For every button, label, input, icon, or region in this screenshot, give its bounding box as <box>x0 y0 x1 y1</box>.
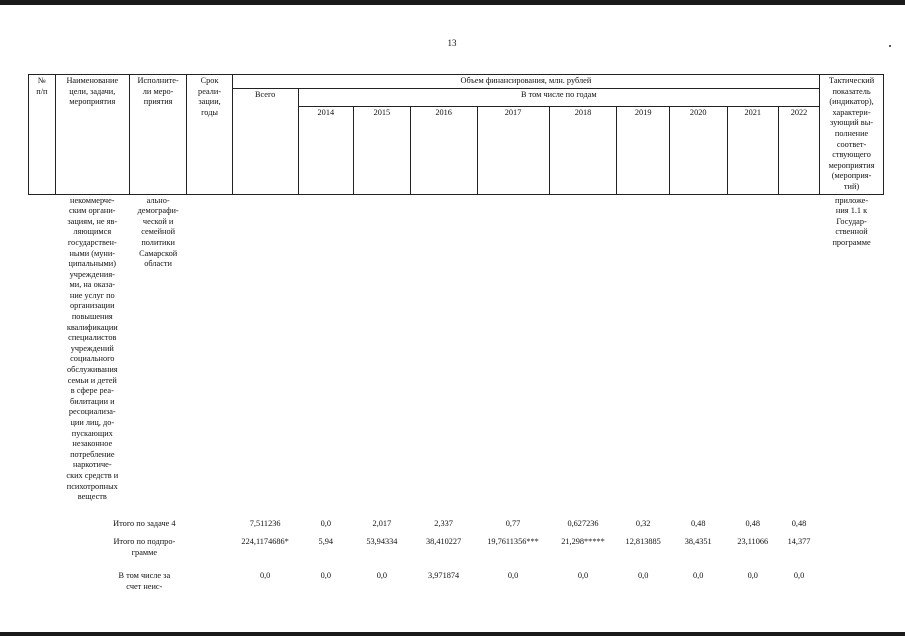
summary-value: 0,77 <box>505 519 521 529</box>
summary-value: 19,7611356*** <box>487 537 539 547</box>
summary-value: 23,11066 <box>737 537 769 547</box>
cont-empty <box>617 194 669 516</box>
header-executor: Исполните- ли меро- приятия <box>129 75 187 195</box>
cont-empty <box>410 194 477 516</box>
summary-value: 0,0 <box>507 571 519 581</box>
summary-value: 0,0 <box>320 571 331 581</box>
summary-total: 0,0 <box>259 571 271 581</box>
header-year: 2015 <box>354 106 411 194</box>
summary-value: 12,813885 <box>625 537 661 547</box>
summary-value: 5,94 <box>318 537 334 547</box>
summary-value: 21,298***** <box>561 537 605 547</box>
summary-value: 14,377 <box>787 537 811 547</box>
summary-value: 38,4351 <box>684 537 712 547</box>
summary-label: Итого по задаче 4 <box>113 519 176 529</box>
header-name: Наименование цели, задачи, мероприятия <box>55 75 129 195</box>
header-year: 2022 <box>778 106 819 194</box>
summary-label: В том числе за счет неис- <box>118 571 171 591</box>
summary-value: 0,0 <box>376 571 388 581</box>
cont-num <box>29 194 56 516</box>
summary-value: 2,017 <box>372 519 392 529</box>
cont-indicator: приложе- ния 1.1 к Государ- ственной программе <box>832 195 871 247</box>
cont-empty <box>187 194 232 516</box>
summary-value: 0,0 <box>693 571 704 581</box>
header-by-years: В том числе по годам <box>298 88 820 106</box>
cont-empty <box>477 194 549 516</box>
header-term: Срок реали- зации, годы <box>187 75 232 195</box>
cont-empty <box>354 194 411 516</box>
summary-value: 2,337 <box>434 519 453 529</box>
summary-value: 0,48 <box>690 519 706 529</box>
cont-empty <box>549 194 617 516</box>
cont-empty <box>778 194 819 516</box>
header-indicator: Тактический показатель (индикатор), характери- зующий вы- полнение соответ- ствующего мероприятия (мероприя- тий) <box>820 75 884 195</box>
summary-value: 0,627236 <box>567 519 599 529</box>
summary-label: Итого по подпро- грамме <box>113 537 176 557</box>
header-year: 2018 <box>549 106 617 194</box>
header-num: № п/п <box>29 75 56 195</box>
header-year: 2017 <box>477 106 549 194</box>
summary-indicator-empty <box>820 516 884 534</box>
financing-table <box>28 74 884 596</box>
header-year: 2014 <box>298 106 354 194</box>
summary-row-subprogram <box>29 534 884 568</box>
summary-row-task4 <box>29 516 884 534</box>
summary-value: 0,0 <box>638 571 649 581</box>
summary-value: 53,94334 <box>366 537 398 547</box>
continuation-row <box>29 194 884 516</box>
header-year: 2016 <box>410 106 477 194</box>
scan-top-border <box>0 0 905 5</box>
page-number: 13 <box>447 38 457 48</box>
header-year: 2021 <box>727 106 778 194</box>
scan-bottom-border <box>0 632 905 636</box>
summary-value: 0,32 <box>635 519 651 529</box>
cont-empty <box>232 194 298 516</box>
cont-name: некоммерче- ским органи- зациям, не яв- ляющимся государствен- ными (муни- ципальными) учреждения- ми, на оказа- ние услуг по организации повышения квалификации специалистов учреждений социального обслуживания семьи и детей в сфере реа- билитации и ресоциализа- ции лиц, до- пускающих незаконное потребление наркотиче- ских средств и психотропных веществ <box>66 195 119 502</box>
summary-value: 0,0 <box>793 571 805 581</box>
summary-value: 0,0 <box>320 519 331 529</box>
summary-indicator-empty <box>820 568 884 596</box>
header-year: 2020 <box>669 106 727 194</box>
scan-speck <box>889 45 891 47</box>
summary-value: 38,410227 <box>425 537 462 547</box>
summary-row-nonbudget <box>29 568 884 596</box>
header-total: Всего <box>232 88 298 194</box>
cont-empty <box>727 194 778 516</box>
summary-total: 7,511236 <box>249 519 281 529</box>
header-row-1 <box>29 75 884 89</box>
summary-value: 0,0 <box>747 571 758 581</box>
summary-value: 0,48 <box>745 519 761 529</box>
summary-value: 0,48 <box>791 519 807 529</box>
summary-indicator-empty <box>820 534 884 568</box>
header-year: 2019 <box>617 106 669 194</box>
header-financing: Объем финансирования, млн. рублей <box>232 75 819 89</box>
summary-value: 3,971874 <box>428 571 460 581</box>
cont-empty <box>669 194 727 516</box>
cont-empty <box>298 194 354 516</box>
summary-value: 0,0 <box>577 571 589 581</box>
summary-total: 224,1174686* <box>241 537 289 547</box>
cont-executor: ально- демографи- ческой и семейной политики Самарской области <box>137 195 179 269</box>
